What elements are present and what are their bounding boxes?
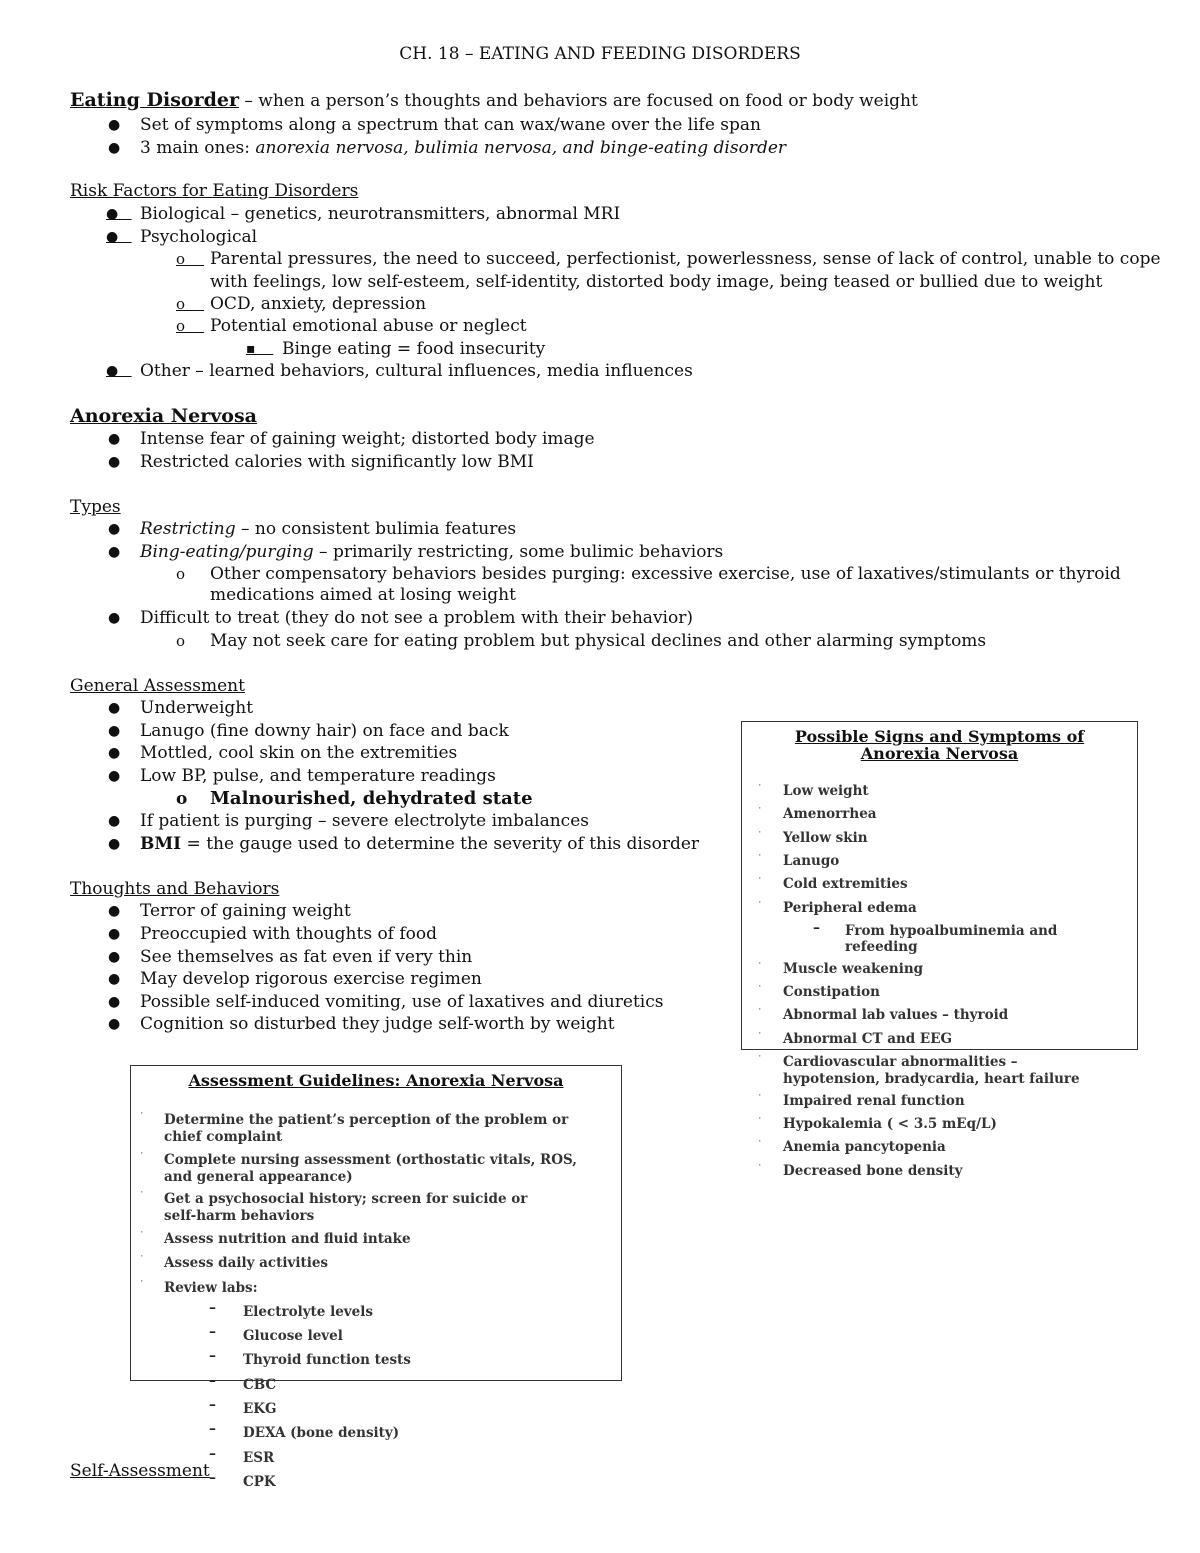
list-item-continued: with feelings, low self-esteem, self-identity, distorted body image, being teased or bullied due to weight bbox=[210, 272, 1103, 292]
dot-icon: ˙ bbox=[757, 1163, 763, 1176]
lab-item: CPK bbox=[243, 1474, 276, 1490]
list-item-continued: medications aimed at losing weight bbox=[210, 585, 516, 605]
list-item: Bing-eating/purging – primarily restricting, some bulimic behaviors bbox=[140, 542, 724, 562]
dot-icon: ˙ bbox=[757, 1139, 763, 1152]
lab-item: Electrolyte levels bbox=[243, 1304, 373, 1320]
sign-item: Abnormal lab values – thyroid bbox=[783, 1007, 1009, 1023]
guideline-item: Assess nutrition and fluid intake bbox=[164, 1231, 411, 1247]
square-bullet-icon: ▪ bbox=[246, 341, 274, 357]
lab-item: ESR bbox=[243, 1450, 275, 1466]
lab-item: EKG bbox=[243, 1401, 277, 1417]
lab-item: DEXA (bone density) bbox=[243, 1425, 400, 1441]
circle-bullet-icon: o bbox=[176, 565, 186, 583]
dot-icon: ˙ bbox=[139, 1254, 145, 1267]
list-item: 3 main ones: anorexia nervosa, bulimia nervosa, and binge-eating disorder bbox=[140, 138, 787, 158]
guideline-item: Determine the patient’s perception of the problem or bbox=[164, 1112, 569, 1128]
dash-icon: – bbox=[813, 920, 820, 936]
bullet-icon: ● bbox=[108, 926, 121, 942]
circle-bullet-icon: o bbox=[176, 789, 188, 809]
bullet-icon: ● bbox=[108, 949, 121, 965]
bullet-icon: ● bbox=[108, 140, 121, 156]
thoughts-heading: Thoughts and Behaviors bbox=[70, 879, 280, 899]
list-item: Biological – genetics, neurotransmitters, abnormal MRI bbox=[140, 204, 621, 224]
list-item: Cognition so disturbed they judge self-worth by weight bbox=[140, 1014, 615, 1034]
sign-item: Lanugo bbox=[783, 853, 840, 869]
bullet-icon: ● bbox=[106, 229, 132, 245]
list-item: Restricted calories with significantly low BMI bbox=[140, 452, 534, 472]
eating-disorder-definition bbox=[70, 89, 918, 112]
sign-item: Decreased bone density bbox=[783, 1163, 963, 1179]
dot-icon: ˙ bbox=[757, 900, 763, 913]
bullet-icon: ● bbox=[108, 521, 121, 537]
list-item: Difficult to treat (they do not see a problem with their behavior) bbox=[140, 608, 693, 628]
guideline-item-continued: chief complaint bbox=[164, 1129, 283, 1145]
sign-item: Cardiovascular abnormalities – bbox=[783, 1054, 1018, 1070]
guideline-item-continued: and general appearance) bbox=[164, 1169, 353, 1185]
bullet-icon: ● bbox=[108, 723, 121, 739]
sign-subitem-continued: refeeding bbox=[845, 939, 918, 955]
bullet-icon: ● bbox=[108, 700, 121, 716]
list-item: If patient is purging – severe electrolyte imbalances bbox=[140, 811, 589, 831]
list-item: BMI = the gauge used to determine the severity of this disorder bbox=[140, 834, 700, 854]
circle-bullet-icon: o bbox=[176, 250, 205, 268]
bullet-icon: ● bbox=[106, 206, 132, 222]
dot-icon: ˙ bbox=[139, 1230, 145, 1243]
bullet-icon: ● bbox=[108, 836, 121, 852]
dot-icon: ˙ bbox=[757, 984, 763, 997]
dot-icon: ˙ bbox=[757, 853, 763, 866]
lab-item: Glucose level bbox=[243, 1328, 343, 1344]
page-title: CH. 18 – EATING AND FEEDING DISORDERS bbox=[399, 44, 801, 64]
dot-icon: ˙ bbox=[139, 1279, 145, 1292]
sign-item: Abnormal CT and EEG bbox=[783, 1031, 953, 1047]
list-item: Set of symptoms along a spectrum that can wax/wane over the life span bbox=[140, 115, 761, 135]
general-assessment-heading: General Assessment bbox=[70, 676, 245, 696]
bullet-icon: ● bbox=[108, 431, 121, 447]
bullet-icon: ● bbox=[108, 1016, 121, 1032]
list-item: Low BP, pulse, and temperature readings bbox=[140, 766, 496, 786]
dash-icon: – bbox=[209, 1421, 216, 1437]
lab-item: Thyroid function tests bbox=[243, 1352, 411, 1368]
list-item: Other – learned behaviors, cultural influences, media influences bbox=[140, 361, 693, 381]
sign-item-continued: hypotension, bradycardia, heart failure bbox=[783, 1071, 1080, 1087]
list-item: Parental pressures, the need to succeed, perfectionist, powerlessness, sense of lack of control, unable to cope bbox=[210, 249, 1161, 269]
sign-item: Amenorrhea bbox=[783, 806, 877, 822]
dash-icon: – bbox=[209, 1348, 216, 1364]
dot-icon: ˙ bbox=[757, 830, 763, 843]
dash-icon: – bbox=[209, 1397, 216, 1413]
list-item: OCD, anxiety, depression bbox=[210, 294, 427, 314]
dot-icon: ˙ bbox=[139, 1111, 145, 1124]
sign-item: Muscle weakening bbox=[783, 961, 924, 977]
guidelines-box-title: Assessment Guidelines: Anorexia Nervosa bbox=[188, 1071, 564, 1090]
circle-bullet-icon: o bbox=[176, 632, 186, 650]
sign-item: Impaired renal function bbox=[783, 1093, 965, 1109]
guideline-item: Review labs: bbox=[164, 1280, 258, 1296]
self-assessment-heading: Self-Assessment bbox=[70, 1461, 210, 1481]
types-heading: Types bbox=[70, 497, 121, 517]
list-item: May not seek care for eating problem but physical declines and other alarming symptoms bbox=[210, 631, 987, 651]
list-item: Psychological bbox=[140, 227, 258, 247]
anorexia-heading: Anorexia Nervosa bbox=[70, 405, 257, 427]
dash-icon: – bbox=[209, 1300, 216, 1316]
dash-icon: – bbox=[209, 1446, 216, 1462]
lab-item: CBC bbox=[243, 1377, 277, 1393]
list-item: Potential emotional abuse or neglect bbox=[210, 316, 527, 336]
list-item: Restricting – no consistent bulimia features bbox=[140, 519, 517, 539]
bullet-icon: ● bbox=[108, 544, 121, 560]
dot-icon: ˙ bbox=[757, 876, 763, 889]
circle-bullet-icon: o bbox=[176, 295, 205, 313]
dot-icon: ˙ bbox=[757, 1007, 763, 1020]
sign-item: Peripheral edema bbox=[783, 900, 917, 916]
list-item: Mottled, cool skin on the extremities bbox=[140, 743, 458, 763]
circle-bullet-icon: o bbox=[176, 317, 205, 335]
list-item: Intense fear of gaining weight; distorted body image bbox=[140, 429, 595, 449]
sign-item: Yellow skin bbox=[783, 830, 868, 846]
signs-box-title-line2: Anorexia Nervosa bbox=[860, 744, 1019, 763]
list-item: Other compensatory behaviors besides purging: excessive exercise, use of laxatives/stimulants or thyroid bbox=[210, 564, 1121, 584]
bullet-icon: ● bbox=[108, 994, 121, 1010]
guideline-item: Complete nursing assessment (orthostatic vitals, ROS, bbox=[164, 1152, 577, 1168]
dot-icon: ˙ bbox=[757, 1054, 763, 1067]
dash-icon: – bbox=[209, 1324, 216, 1340]
list-item: May develop rigorous exercise regimen bbox=[140, 969, 482, 989]
sign-item: Constipation bbox=[783, 984, 880, 1000]
guideline-item: Get a psychosocial history; screen for suicide or bbox=[164, 1191, 528, 1207]
bullet-icon: ● bbox=[108, 813, 121, 829]
risk-factors-heading: Risk Factors for Eating Disorders bbox=[70, 181, 359, 201]
dot-icon: ˙ bbox=[757, 1031, 763, 1044]
bullet-icon: ● bbox=[108, 971, 121, 987]
bullet-icon: ● bbox=[106, 363, 132, 379]
sign-item: Hypokalemia ( < 3.5 mEq/L) bbox=[783, 1116, 997, 1132]
signs-box-title: Possible Signs and Symptoms of bbox=[794, 727, 1085, 746]
guideline-item-continued: self-harm behaviors bbox=[164, 1208, 315, 1224]
eating-disorder-text: – when a person’s thoughts and behaviors are focused on food or body weight bbox=[238, 91, 918, 111]
dash-icon: – bbox=[209, 1373, 216, 1389]
list-item: Preoccupied with thoughts of food bbox=[140, 924, 438, 944]
dash-icon: – bbox=[209, 1470, 216, 1486]
dot-icon: ˙ bbox=[757, 783, 763, 796]
dot-icon: ˙ bbox=[139, 1190, 145, 1203]
dot-icon: ˙ bbox=[757, 961, 763, 974]
sign-item: Low weight bbox=[783, 783, 869, 799]
list-item: Possible self-induced vomiting, use of laxatives and diuretics bbox=[140, 992, 664, 1012]
dot-icon: ˙ bbox=[757, 806, 763, 819]
bullet-icon: ● bbox=[108, 610, 121, 626]
list-item: Malnourished, dehydrated state bbox=[210, 788, 533, 809]
list-item: Terror of gaining weight bbox=[140, 901, 351, 921]
bullet-icon: ● bbox=[108, 454, 121, 470]
dot-icon: ˙ bbox=[139, 1151, 145, 1164]
list-item: Binge eating = food insecurity bbox=[282, 339, 546, 359]
bullet-icon: ● bbox=[108, 768, 121, 784]
eating-disorder-term: Eating Disorder bbox=[70, 89, 239, 111]
sign-subitem: From hypoalbuminemia and bbox=[845, 923, 1058, 939]
sign-item: Anemia pancytopenia bbox=[783, 1139, 946, 1155]
list-item: Lanugo (fine downy hair) on face and back bbox=[140, 721, 509, 741]
bullet-icon: ● bbox=[108, 903, 121, 919]
dot-icon: ˙ bbox=[757, 1093, 763, 1106]
list-item: Underweight bbox=[140, 698, 254, 718]
guideline-item: Assess daily activities bbox=[164, 1255, 329, 1271]
bullet-icon: ● bbox=[108, 117, 121, 133]
sign-item: Cold extremities bbox=[783, 876, 908, 892]
dot-icon: ˙ bbox=[757, 1116, 763, 1129]
list-item: See themselves as fat even if very thin bbox=[140, 947, 473, 967]
bullet-icon: ● bbox=[108, 745, 121, 761]
